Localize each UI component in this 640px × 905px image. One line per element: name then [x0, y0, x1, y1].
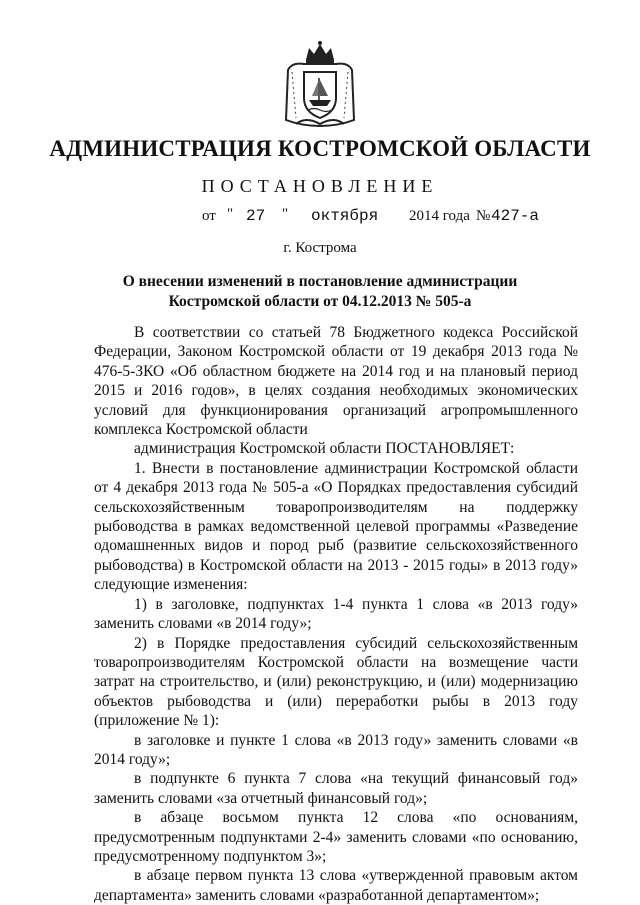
document-type: ПОСТАНОВЛЕНИЕ — [201, 176, 439, 196]
paragraph-change-title: в заголовке и пункте 1 слова «в 2013 году» заменить словами «в 2014 году»; — [94, 731, 578, 768]
date-month: октября — [311, 207, 379, 225]
title-line-1: О внесении изменений в постановление администрации — [122, 273, 518, 290]
paragraph-preamble: В соответствии со статьей 78 Бюджетного кодекса Российской Федерации, Законом Костромской области от 19 декабря 2013 года № 476-5-ЗКО «Об областном бюджете на 2014 год и на плановый период 2015 и 2016 годов», в целях создания необходимых экономических условий для функционирования организаций агропромышленного комплекса Костромской области — [94, 324, 578, 439]
number-sign: № — [476, 208, 491, 224]
paragraph-change-point-12: в абзаце восьмом пункта 12 слова «по основаниям, предусмотренным подпунктами 2-4» заменить словами «по основанию, предусмотренному подпунктом 3»; — [94, 809, 578, 865]
date-day: 27 — [246, 207, 266, 225]
title-line-2: Костромской области от 04.12.2013 № 505-а — [168, 293, 472, 310]
date-year: 2014 года — [409, 208, 470, 224]
organization-name: АДМИНИСТРАЦИЯ КОСТРОМСКОЙ ОБЛАСТИ — [49, 136, 591, 161]
date-number-line — [0, 206, 640, 230]
paragraph-subitem-2: 2) в Порядке предоставления субсидий сельскохозяйственным товаропроизводителям Костромской области на возмещение части затрат на строительство, и (или) реконструкцию, и (или) модернизацию объектов рыбоводства и (или) переработки рыбы в 2013 году (приложение № 1): — [94, 634, 578, 730]
date-prefix: от — [202, 208, 216, 224]
city: г. Кострома — [283, 240, 357, 256]
document-number: 427-а — [491, 207, 540, 225]
paragraph-change-point-7: в подпункте 6 пункта 7 слова «на текущий финансовый год» заменить словами «за отчетный финансовый год»; — [94, 770, 578, 807]
document-title — [100, 272, 540, 312]
paragraph-subitem-1: 1) в заголовке, подпунктах 1-4 пункта 1 слова «в 2013 году» заменить словами «в 2014 году»; — [94, 595, 578, 633]
document-body — [94, 323, 578, 905]
quote-close: " — [282, 206, 289, 222]
paragraph-item-1: 1. Внести в постановление администрации Костромской области от 4 декабря 2013 года № 505-а «О Порядках предоставления субсидий сельскохозяйственным товаропроизводителям на поддержку рыбоводства в рамках ведомственной целевой программы «Разведение одомашненных видов и пород рыб (развитие сельскохозяйственного рыбоводства) в Костромской области на 2013 - 2015 годы» в 2013 году» следующие изменения: — [94, 459, 578, 594]
quote-open: " — [227, 206, 234, 222]
paragraph-resolves: администрация Костромской области ПОСТАНОВЛЯЕТ: — [134, 440, 515, 458]
kostroma-coat-of-arms-icon — [282, 40, 358, 130]
paragraph-change-point-13: в абзаце первом пункта 13 слова «утвержденной правовым актом департамента» заменить словами «разработанной департаментом»; — [94, 867, 578, 904]
